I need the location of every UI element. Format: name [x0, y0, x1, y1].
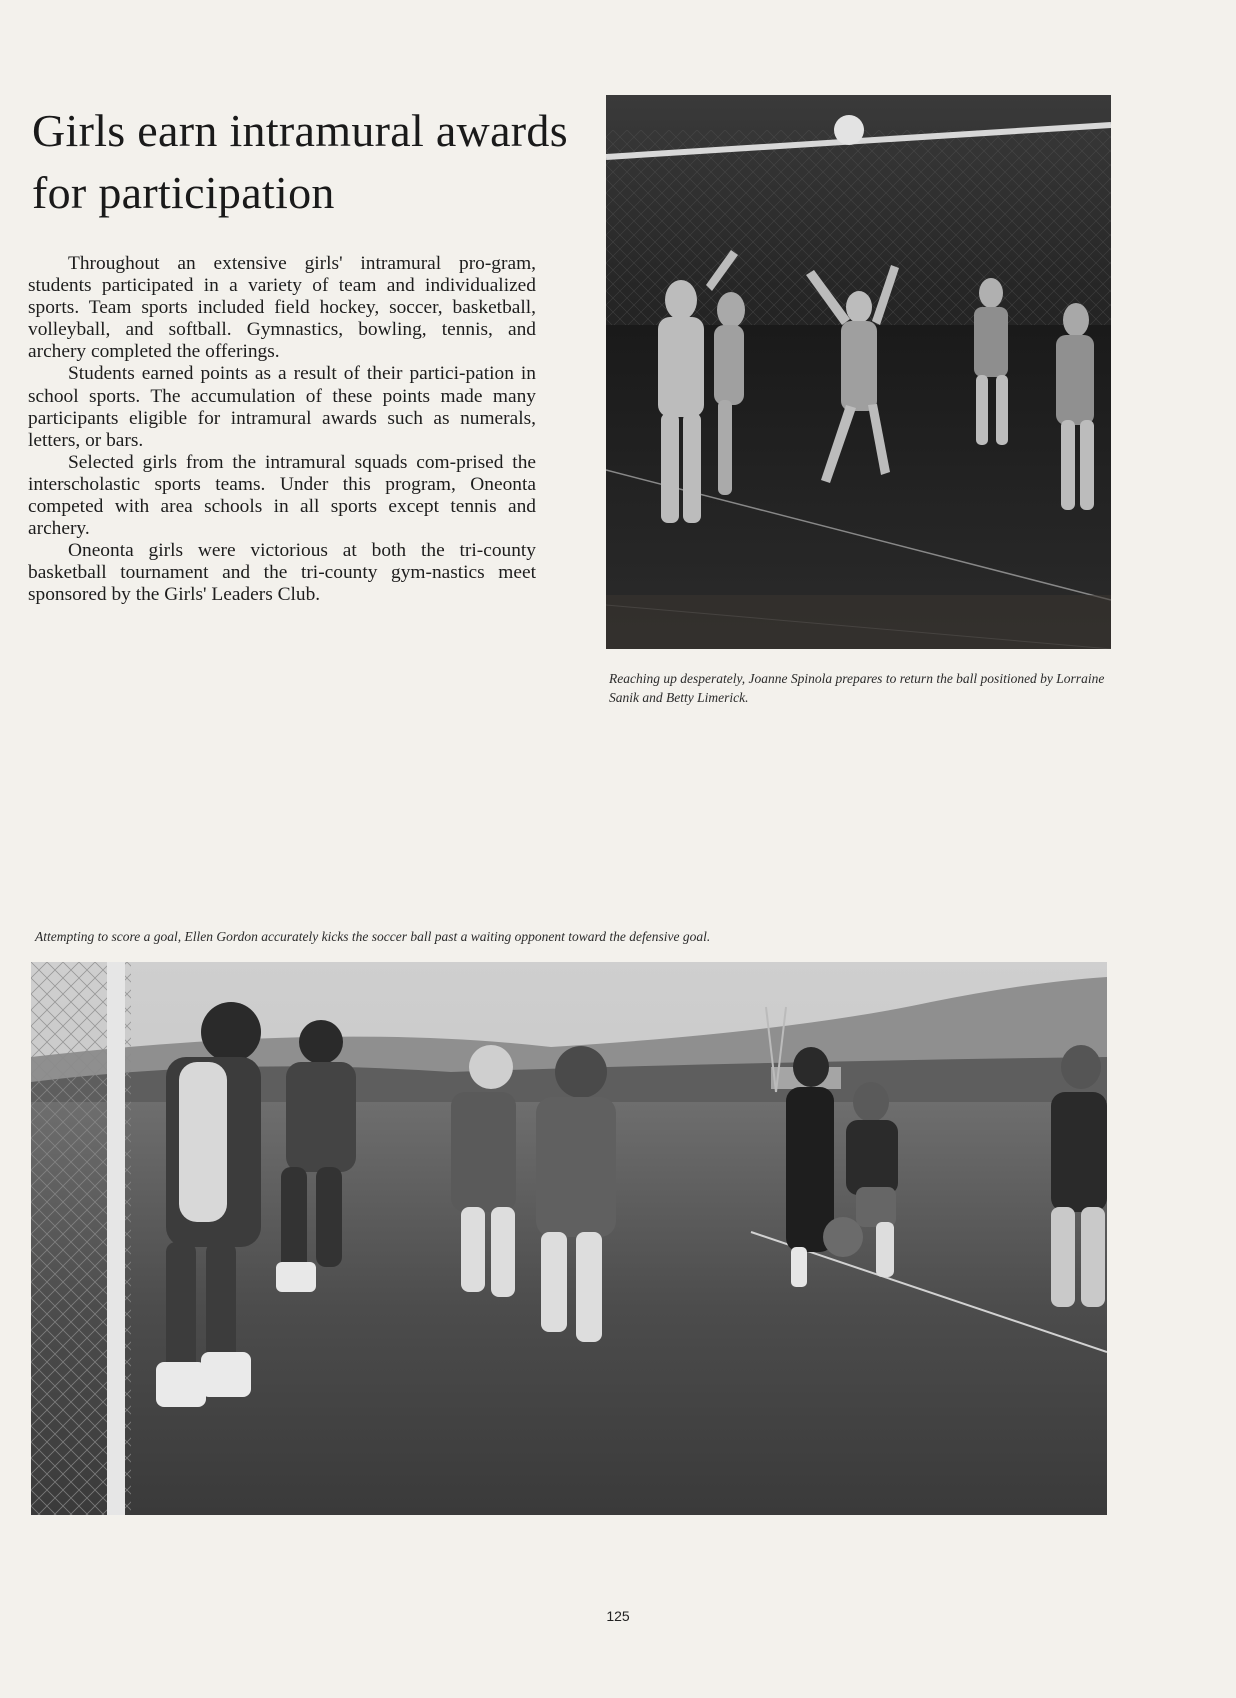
soccer-caption: Attempting to score a goal, Ellen Gordon accurately kicks the soccer ball past a waiting opponent toward the defensive goal. [35, 929, 711, 944]
article-headline: Girls earn intramural awards for participation [32, 105, 568, 218]
article-paragraph: Selected girls from the intramural squads com-prised the interscholastic sports teams. Under this program, Oneonta competed with area schools in all sports except tennis and archery. [28, 451, 536, 540]
article-paragraph: Students earned points as a result of their partici-pation in school sports. The accumulation of these points made many participants eligible for intramural awards such as numerals, letters, or bars. [28, 363, 536, 451]
volleyball-caption: Reaching up desperately, Joanne Spinola prepares to return the ball positioned by Lorraine Sanik and Betty Limerick. [609, 671, 1105, 705]
article-paragraph: Oneonta girls were victorious at both the tri-county basketball tournament and the tri-county gym-nastics meet sponsored by the Girls' Leaders Club. [28, 540, 536, 606]
soccer-photo [31, 962, 1107, 1515]
article-body [28, 253, 536, 607]
page-number: 125 [606, 1608, 630, 1624]
article-paragraph: Throughout an extensive girls' intramural pro-gram, students participated in a variety of team and individualized sports. Team sports included field hockey, soccer, basketball, volleyball, and softball. Gymnastics, bowling, tennis, and archery completed the offerings. [28, 253, 536, 363]
volleyball-photo [606, 95, 1111, 649]
